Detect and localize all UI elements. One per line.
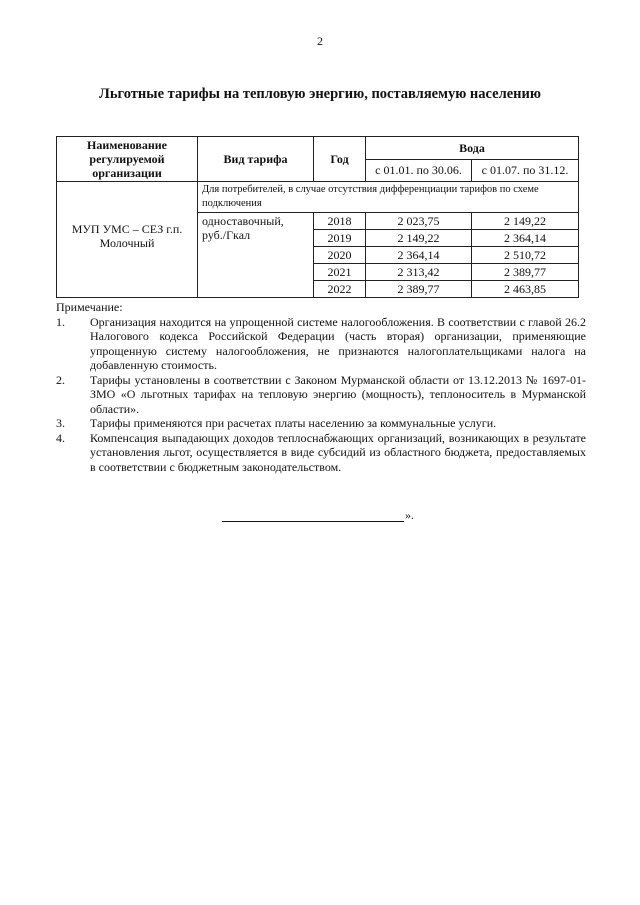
cell-period-1: 2 364,14 [366, 247, 472, 264]
cell-period-1: 2 313,42 [366, 264, 472, 281]
cell-period-2: 2 510,72 [472, 247, 579, 264]
note-item [56, 315, 586, 373]
consumers-note-row [57, 182, 579, 213]
table-header-row [57, 137, 579, 160]
cell-period-1: 2 389,77 [366, 281, 472, 298]
note-item [56, 431, 586, 475]
cell-year: 2019 [314, 230, 366, 247]
note-item [56, 416, 586, 431]
cell-period-2: 2 149,22 [472, 213, 579, 230]
page-number: 2 [317, 34, 323, 48]
note-number: 3. [56, 416, 65, 430]
header-year: Год [314, 137, 366, 182]
note-text: Тарифы установлены в соответствии с Законом Мурманской области от 13.12.2013 № 1697-01-ЗМО «О льготных тарифах на тепловую энергию (мощность), теплоноситель в Мурманской области». [90, 372, 586, 416]
tariff-table [56, 136, 579, 298]
note-number: 4. [56, 430, 65, 445]
header-tariff-type: Вид тарифа [198, 137, 314, 182]
cell-year: 2022 [314, 281, 366, 298]
cell-year: 2018 [314, 213, 366, 230]
signature-line [222, 511, 404, 522]
notes-heading: Примечание: [56, 300, 123, 314]
header-org: Наименование регулируемой организации [57, 137, 198, 182]
consumers-note: Для потребителей, в случае отсутствия дифференциации тарифов по схеме подключения [198, 182, 579, 213]
cell-period-2: 2 389,77 [472, 264, 579, 281]
note-text: Организация находится на упрощенной системе налогообложения. В соответствии с главой 26.2 Налогового кодекса Российской Федерации (часть вторая) организации, применяющие упрощенную систему налогообложения, не признаются налогоплательщиками налога на добавленную стоимость. [90, 314, 586, 372]
notes-section [56, 300, 586, 474]
note-text: Компенсация выпадающих доходов теплоснабжающих организаций, возникающих в результате установления льгот, осуществляется в виде субсидий из областного бюджета, предоставляемых в соответствии с бюджетным законодательством. [90, 430, 586, 474]
cell-period-1: 2 149,22 [366, 230, 472, 247]
note-number: 1. [56, 314, 65, 329]
cell-period-2: 2 463,85 [472, 281, 579, 298]
tariff-kind: одноставочный, руб./Гкал [198, 213, 314, 298]
note-item [56, 373, 586, 417]
note-number: 2. [56, 372, 65, 387]
cell-period-1: 2 023,75 [366, 213, 472, 230]
header-period-2: с 01.07. по 31.12. [472, 159, 579, 182]
cell-year: 2021 [314, 264, 366, 281]
note-text: Тарифы применяются при расчетах платы населению за коммунальные услуги. [90, 416, 497, 430]
header-period-1: с 01.01. по 30.06. [366, 159, 472, 182]
cell-year: 2020 [314, 247, 366, 264]
organization-name: МУП УМС – СЕЗ г.п. Молочный [57, 182, 198, 298]
closing-mark: ». [405, 508, 414, 522]
cell-period-2: 2 364,14 [472, 230, 579, 247]
header-water: Вода [366, 137, 579, 160]
page-title: Льготные тарифы на тепловую энергию, поставляемую населению [99, 86, 541, 102]
